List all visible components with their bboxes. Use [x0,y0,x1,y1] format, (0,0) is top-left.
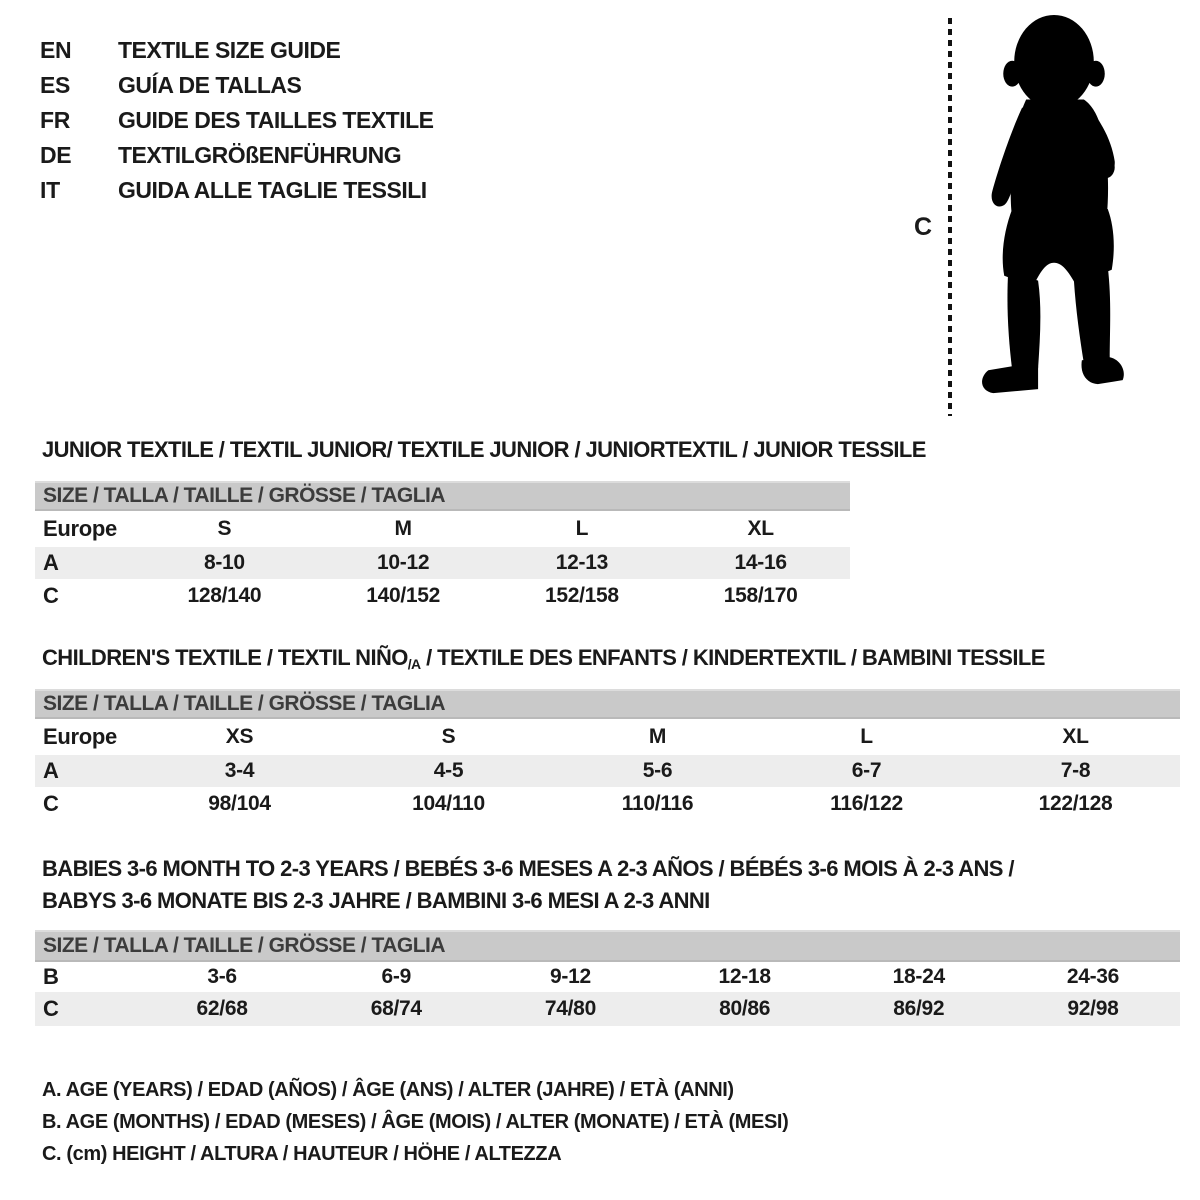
table-cell: 10-12 [377,551,430,574]
junior-section-heading: JUNIOR TEXTILE / TEXTIL JUNIOR/ TEXTILE JUNIOR / JUNIORTEXTIL / JUNIOR TESSILE [42,437,926,462]
row-label: C [43,996,59,1021]
lang-row-de [40,138,434,173]
table-cell: 74/80 [544,997,596,1020]
row-label: Europe [43,516,117,541]
table-cell: 128/140 [187,584,262,607]
babies-section-heading [42,853,1014,917]
table-cell: 98/104 [208,792,271,815]
table-cell: 4-5 [433,759,464,782]
table-row [35,719,1180,755]
table-row [35,787,1180,821]
table-cell: XS [225,725,254,748]
legend-line-b: B. AGE (MONTHS) / EDAD (MESES) / ÂGE (MOIS) / ALTER (MONATE) / ETÀ (MESI) [42,1111,789,1133]
table-cell: M [394,517,412,540]
row-label: A [43,758,59,783]
row-label: B [43,964,59,989]
lang-title: TEXTILE SIZE GUIDE [118,37,341,63]
table-cell: 116/122 [830,792,903,815]
table-row [35,511,850,547]
lang-code: ES [40,72,71,98]
children-section-heading [42,645,1045,672]
table-cell: 104/110 [412,792,485,815]
junior-size-header: SIZE / TALLA / TAILLE / GRÖSSE / TAGLIA [35,481,850,511]
lang-row-it [40,173,434,208]
table-cell: 8-10 [203,551,245,574]
table-cell: 86/92 [893,997,945,1020]
babies-size-table [35,930,1180,1026]
children-heading-sub: /A [407,656,421,672]
lang-row-en [40,33,434,68]
table-cell: 80/86 [719,997,771,1020]
table-cell: 14-16 [734,551,787,574]
table-row [35,755,1180,787]
table-cell: 6-9 [381,965,411,988]
table-cell: S [217,517,232,540]
height-measure-dashed-line [948,18,952,416]
legend-line-c: C. (cm) HEIGHT / ALTURA / HAUTEUR / HÖHE / ALTEZZA [42,1143,562,1165]
table-cell: XL [747,517,774,540]
table-cell: 3-4 [224,759,255,782]
legend-line-a: A. AGE (YEARS) / EDAD (AÑOS) / ÂGE (ANS) / ALTER (JAHRE) / ETÀ (ANNI) [42,1079,734,1101]
lang-code: DE [40,142,72,168]
lang-title: GUIDE DES TAILLES TEXTILE [118,107,434,133]
lang-code: EN [40,37,72,63]
lang-row-fr [40,103,434,138]
table-cell: 12-13 [555,551,608,574]
toddler-silhouette-icon [966,10,1146,418]
lang-title: GUÍA DE TALLAS [118,72,302,98]
lang-title: TEXTILGRÖßENFÜHRUNG [118,142,402,168]
table-cell: 92/98 [1067,997,1119,1020]
table-cell: 3-6 [207,965,237,988]
row-label: C [43,791,59,816]
table-cell: 5-6 [642,759,673,782]
table-row [35,579,850,613]
children-heading-pre: CHILDREN'S TEXTILE / TEXTIL NIÑO [42,645,408,670]
table-cell: 18-24 [892,965,945,988]
language-title-list [40,33,434,208]
table-cell: 158/170 [723,584,798,607]
table-cell: 9-12 [550,965,591,988]
table-cell: S [441,725,456,748]
height-measure-label: C [914,213,933,241]
children-size-table [35,689,1180,821]
lang-code: FR [40,107,71,133]
row-label: C [43,583,59,608]
table-row [35,547,850,579]
table-cell: M [648,725,667,748]
measurement-legend [42,1074,788,1170]
table-cell: L [575,517,589,540]
table-cell: 68/74 [370,997,422,1020]
table-cell: 110/116 [621,792,694,815]
table-cell: 12-18 [718,965,771,988]
children-size-header: SIZE / TALLA / TAILLE / GRÖSSE / TAGLIA [35,689,1180,719]
children-heading-post: / TEXTILE DES ENFANTS / KINDERTEXTIL / BAMBINI TESSILE [420,645,1045,670]
table-cell: 152/158 [544,584,619,607]
table-cell: 7-8 [1060,759,1091,782]
babies-heading-line2: BABYS 3-6 MONATE BIS 2-3 JAHRE / BAMBINI 3-6 MESI A 2-3 ANNI [42,888,710,913]
table-cell: 24-36 [1066,965,1120,988]
table-cell: 140/152 [366,584,441,607]
junior-size-table [35,481,850,613]
lang-code: IT [40,177,60,203]
table-row [35,962,1180,992]
table-cell: 6-7 [851,759,882,782]
row-label: A [43,550,59,575]
lang-title: GUIDA ALLE TAGLIE TESSILI [118,177,427,203]
row-label: Europe [43,724,117,749]
table-cell: 62/68 [196,997,248,1020]
table-cell: XL [1062,725,1089,748]
babies-size-header: SIZE / TALLA / TAILLE / GRÖSSE / TAGLIA [35,930,1180,962]
babies-heading-line1: BABIES 3-6 MONTH TO 2-3 YEARS / BEBÉS 3-6 MESES A 2-3 AÑOS / BÉBÉS 3-6 MOIS À 2-3 ANS / [42,856,1014,881]
table-cell: L [860,725,873,748]
table-cell: 122/128 [1038,792,1113,815]
table-row [35,992,1180,1026]
lang-row-es [40,68,434,103]
